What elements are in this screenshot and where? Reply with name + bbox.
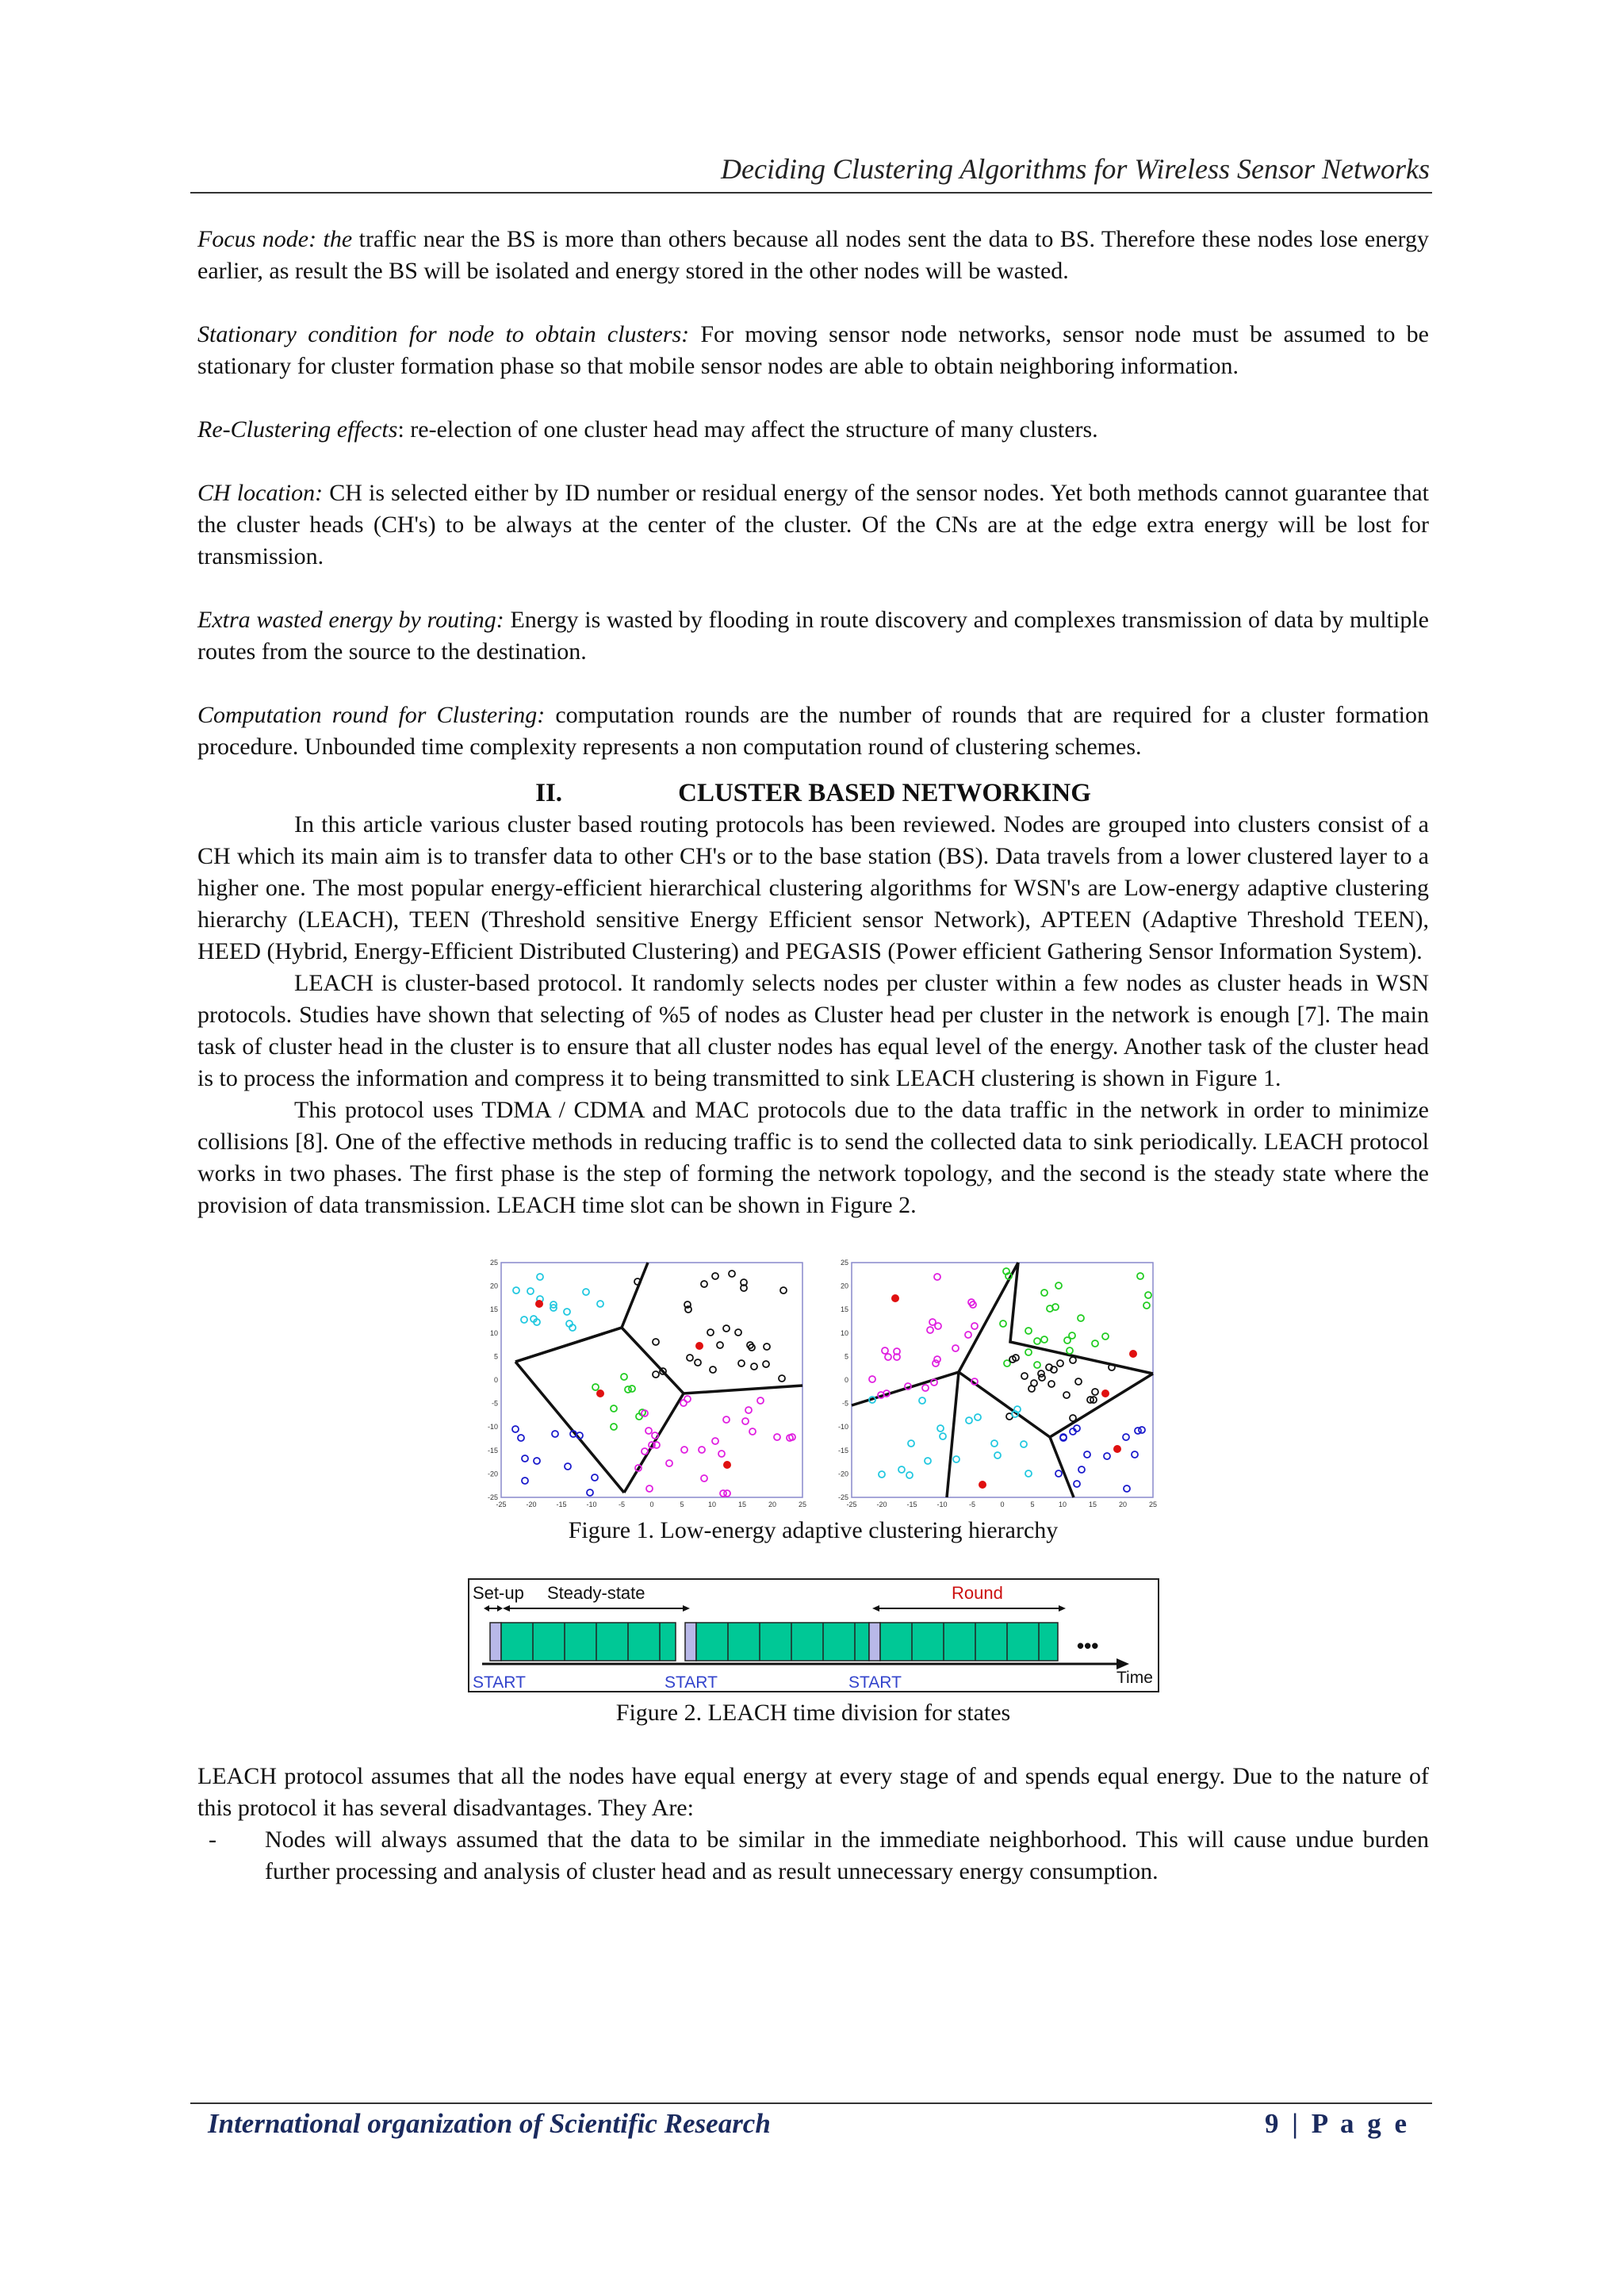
- start-label: START: [665, 1673, 718, 1692]
- cluster-head-node: [535, 1300, 543, 1308]
- section-heading: [197, 777, 1429, 809]
- x-tick-label: -15: [556, 1501, 567, 1508]
- x-tick-label: 25: [1148, 1501, 1158, 1508]
- y-tick-label: 15: [489, 1305, 498, 1314]
- paragraph-tdma: This protocol uses TDMA / CDMA and MAC protocols due to the data traffic in the network in order to minimize collisions [8]. One of the effective methods in reducing traffic is to send the collected data to sink periodically. LEACH protocol works in two phases. The first phase is the step of forming the network topology, and the second is the steady state where the provision of data transmission. LEACH time slot can be shown in Figure 2.: [197, 1097, 1429, 1218]
- page-number: 9 | P a g e: [1265, 2108, 1410, 2139]
- figure-2: [197, 1578, 1429, 1697]
- running-header: Deciding Clustering Algorithms for Wireless Sensor Networks: [720, 153, 1430, 185]
- cluster-head-node: [1129, 1350, 1137, 1358]
- header-rule: [190, 192, 1432, 194]
- time-label: Time: [1116, 1669, 1153, 1687]
- paragraph-intro: In this article various cluster based routing protocols has been reviewed. Nodes are grouped into clusters consist of a CH which its main aim is to transfer data to other CH's or to the base station (BS). Data travels from a lower clustered layer to a higher one. The most popular energy-efficient hierarchical clustering algorithms for WSN's are Low-energy adaptive clustering hierarchy (LEACH), TEEN (Threshold sensitive Energy Efficient sensor Network), APTEEN (Adaptive Threshold TEEN), HEED (Hybrid, Energy-Efficient Distributed Clustering) and PEGASIS (Power efficient Gathering Sensor Information System).: [197, 811, 1429, 964]
- y-tick-label: 25: [840, 1259, 848, 1267]
- figure-2-timeline: [468, 1578, 1159, 1697]
- text-computation: computation rounds are the number of rounds that are required for a cluster formation procedure. Unbounded time complexity represents a non computation round of clustering schemes.: [197, 702, 1429, 760]
- paragraph-leach: LEACH is cluster-based protocol. It randomly selects nodes per cluster within a few nodes as cluster heads in WSN protocols. Studies have shown that selecting of %5 of nodes as Cluster head per cluster in the network is enough [7]. The main task of cluster head in the cluster is to ensure that all cluster nodes has equal level of the energy. Another task of the cluster head is to process the information and compress it to being transmitted to sink LEACH clustering is shown in Figure 1.: [197, 970, 1429, 1091]
- x-tick-label: -5: [618, 1501, 626, 1508]
- y-tick-label: 5: [844, 1352, 848, 1361]
- steady-slots: [880, 1623, 1058, 1661]
- ellipsis: •••: [1077, 1634, 1099, 1658]
- y-tick-label: 25: [489, 1259, 498, 1267]
- paragraph-focus-node: [197, 224, 1429, 287]
- round-label: Round: [952, 1583, 1003, 1603]
- cluster-head-node: [979, 1481, 986, 1489]
- paragraph-computation: [197, 700, 1429, 763]
- section-title: CLUSTER BASED NETWORKING: [678, 779, 1091, 807]
- x-tick-label: -10: [586, 1501, 597, 1508]
- x-tick-label: 5: [680, 1501, 684, 1508]
- steady-slots: [501, 1623, 676, 1661]
- cluster-head-node: [596, 1389, 604, 1397]
- x-tick-label: -20: [876, 1501, 887, 1508]
- start-label: START: [848, 1673, 902, 1692]
- x-tick-label: 25: [798, 1501, 807, 1508]
- x-tick-label: -5: [968, 1501, 976, 1508]
- cluster-head-node: [695, 1342, 703, 1350]
- x-tick-label: -25: [496, 1501, 507, 1508]
- text-focus-node: traffic near the BS is more than others because all nodes sent the data to BS. Therefore these nodes lose energy earlier, as result the BS will be isolated and energy stored in the other nodes will be wasted.: [197, 226, 1429, 284]
- x-tick-label: -20: [526, 1501, 537, 1508]
- cluster-head-node: [891, 1294, 899, 1302]
- y-tick-label: 20: [840, 1282, 848, 1290]
- x-tick-label: 5: [1030, 1501, 1035, 1508]
- section-number: II.: [535, 779, 563, 807]
- start-label: START: [473, 1673, 526, 1692]
- list-item: [197, 1824, 1429, 1888]
- bullet-dash: -: [209, 1826, 216, 1853]
- paragraph-ch-location: [197, 477, 1429, 573]
- y-tick-label: -20: [837, 1470, 848, 1478]
- y-tick-label: -25: [487, 1493, 498, 1501]
- plot-frame: [501, 1263, 802, 1497]
- term-focus-node: Focus node: the: [197, 226, 353, 252]
- y-tick-label: 5: [493, 1352, 498, 1361]
- figure-1: [197, 1259, 1429, 1515]
- figure-1-caption: Figure 1. Low-energy adaptive clustering hierarchy: [568, 1517, 1059, 1543]
- y-tick-label: -15: [837, 1446, 848, 1455]
- x-tick-label: -10: [936, 1501, 948, 1508]
- term-routing: Extra wasted energy by routing:: [197, 607, 504, 633]
- term-reclustering: Re-Clustering effects: [197, 416, 398, 443]
- y-tick-label: -20: [487, 1470, 498, 1478]
- paragraph-routing: [197, 604, 1429, 668]
- y-tick-label: 0: [844, 1376, 848, 1384]
- figure-1-right-plot: [838, 1259, 1157, 1508]
- y-tick-label: 15: [840, 1305, 848, 1314]
- y-tick-label: 10: [489, 1328, 498, 1337]
- x-tick-label: -15: [906, 1501, 917, 1508]
- x-tick-label: 10: [1058, 1501, 1067, 1508]
- x-tick-label: -25: [846, 1501, 857, 1508]
- steady-state-label: Steady-state: [547, 1583, 645, 1603]
- x-tick-label: 15: [737, 1501, 747, 1508]
- x-tick-label: 20: [768, 1501, 777, 1508]
- y-tick-label: 0: [493, 1376, 498, 1384]
- paragraph-reclustering: [197, 414, 1429, 446]
- bullet-text: Nodes will always assumed that the data to be similar in the immediate neighborhood. This will cause undue burden further processing and analysis of cluster head and as result unnecessary energy consumption.: [265, 1826, 1429, 1884]
- y-tick-label: 10: [840, 1328, 848, 1337]
- paragraph-stationary: [197, 319, 1429, 382]
- y-tick-label: -10: [487, 1423, 498, 1432]
- paragraph-disadvantages: LEACH protocol assumes that all the nodes have equal energy at every stage of and spends equal energy. Due to the nature of this protocol it has several disadvantages. They Are:: [197, 1763, 1429, 1821]
- x-tick-label: 20: [1118, 1501, 1128, 1508]
- text-reclustering: : re-election of one cluster head may affect the structure of many clusters.: [397, 416, 1098, 443]
- footer-rule: [190, 2102, 1432, 2104]
- y-tick-label: 20: [489, 1282, 498, 1290]
- setup-label: Set-up: [473, 1583, 524, 1603]
- text-routing: Energy is wasted by flooding in route discovery and complexes transmission of data by multiple routes from the source to the destination.: [197, 607, 1429, 665]
- y-tick-label: -10: [837, 1423, 848, 1432]
- text-stationary: For moving sensor node networks, sensor node must be assumed to be stationary for cluster formation phase so that mobile sensor nodes are able to obtain neighboring information.: [197, 321, 1429, 379]
- x-tick-label: 10: [707, 1501, 717, 1508]
- footer-journal: International organization of Scientific Research: [208, 2108, 771, 2139]
- x-tick-label: 15: [1088, 1501, 1097, 1508]
- figure-1-left-plot: [488, 1259, 806, 1508]
- text-ch-location: CH is selected either by ID number or residual energy of the sensor nodes. Yet both methods cannot guarantee that the cluster heads (CH's) to be always at the center of the cluster. Of the CNs are at the edge extra energy will be lost for transmission.: [197, 480, 1429, 569]
- timeline-slots: [490, 1623, 1058, 1661]
- cluster-head-node: [1113, 1445, 1121, 1453]
- x-tick-label: 0: [649, 1501, 654, 1508]
- figure-2-caption: Figure 2. LEACH time division for states: [615, 1700, 1011, 1726]
- term-computation: Computation round for Clustering:: [197, 702, 546, 728]
- y-tick-label: -5: [841, 1399, 848, 1408]
- cluster-head-node: [723, 1461, 731, 1469]
- y-tick-label: -25: [837, 1493, 848, 1501]
- figure-1-plots: [479, 1259, 1158, 1515]
- setup-slot: [685, 1623, 696, 1661]
- cluster-head-node: [1101, 1389, 1109, 1397]
- y-tick-label: -15: [487, 1446, 498, 1455]
- main-content: [197, 224, 1429, 1919]
- setup-slot: [490, 1623, 501, 1661]
- steady-slots: [696, 1623, 869, 1661]
- setup-slot: [869, 1623, 880, 1661]
- term-stationary: Stationary condition for node to obtain clusters:: [197, 321, 690, 347]
- term-ch-location: CH location:: [197, 480, 324, 506]
- x-tick-label: 0: [1000, 1501, 1005, 1508]
- y-tick-label: -5: [491, 1399, 498, 1408]
